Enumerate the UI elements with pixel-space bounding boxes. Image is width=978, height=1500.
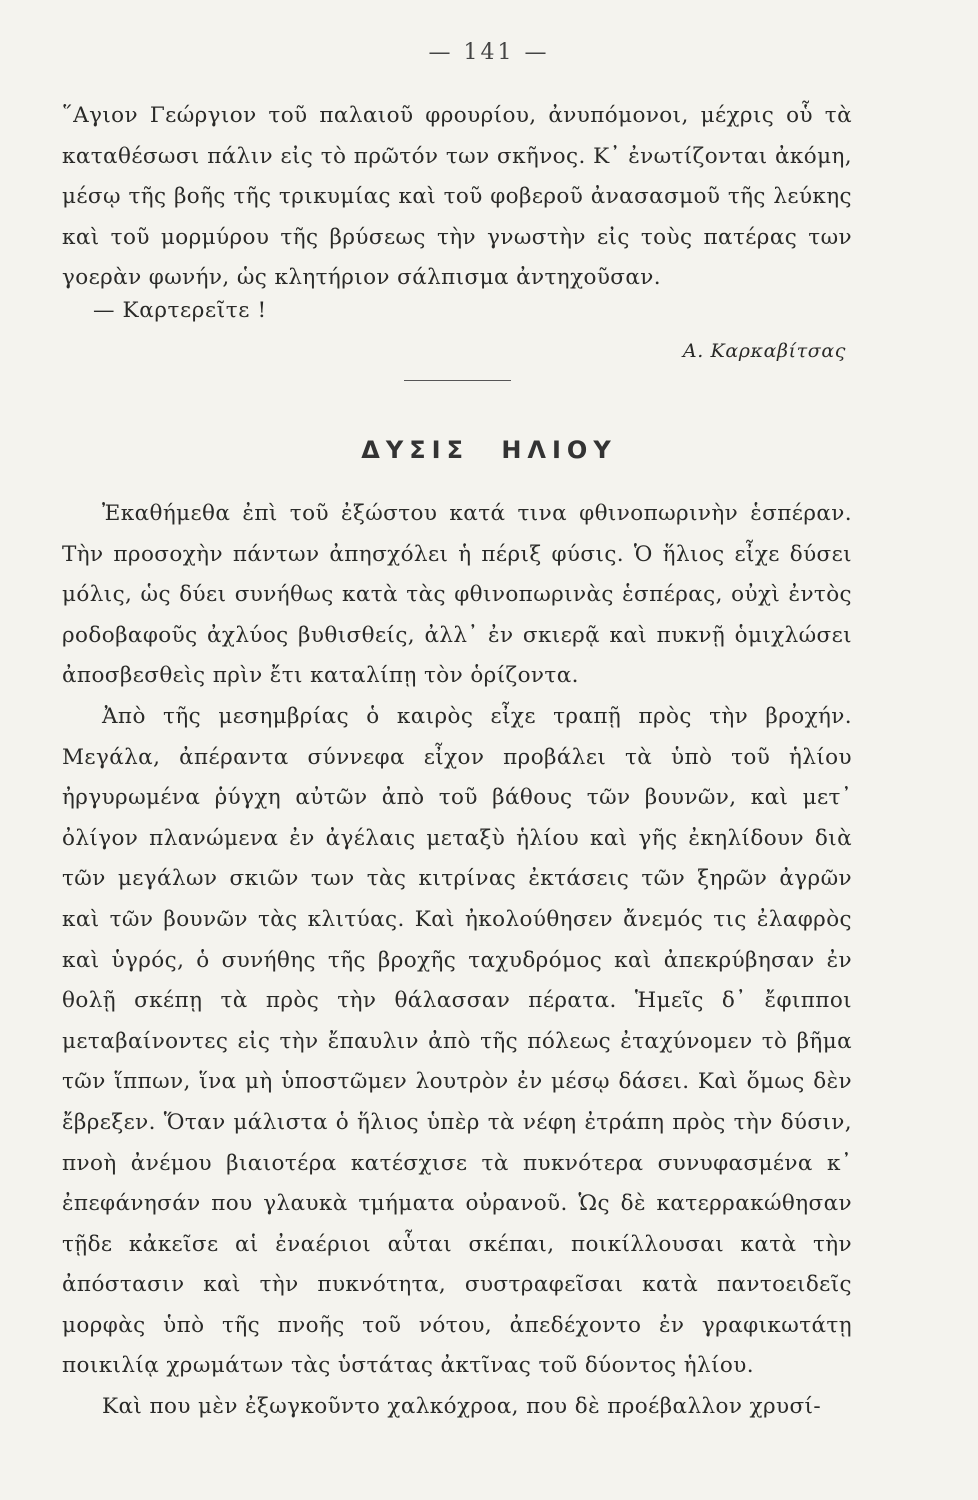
section-divider bbox=[404, 380, 511, 381]
closing-exclamation: — Καρτερεῖτε ! bbox=[93, 298, 267, 323]
body-paragraph: Καὶ που μὲν ἐξωγκοῦντο χαλκόχροα, που δὲ προέβαλλον χρυσί- bbox=[102, 1394, 822, 1420]
body-paragraph: Ἀπὸ τῆς μεσημβρίας ὁ καιρὸς εἶχε τραπῇ πρὸς τὴν βροχήν. Μεγάλα, ἀπέραντα σύννεφα εἶχον προβάλει τὰ ὑπὸ τοῦ ἡλίου ἠργυρωμένα ῥύγχη αὐτῶν ἀπὸ τοῦ βάθους τῶν βουνῶν, καὶ μετ᾽ ὀλίγον πλανώμενα ἐν ἀγέλαις μεταξὺ ἡλίου καὶ γῆς ἐκηλίδουν διὰ τῶν μεγάλων σκιῶν των τὰς κιτρίνας ἐκτάσεις τῶν ξηρῶν ἀγρῶν καὶ τῶν βουνῶν τὰς κλιτύας. Καὶ ἠκολούθησεν ἄνεμός τις ἐλαφρὸς καὶ ὑγρός, ὁ συνήθης τῆς βροχῆς ταχυδρόμος καὶ ἀπεκρύβησαν ἐν θολῇ σκέπῃ τὰ πρὸς τὴν θάλασσαν πέρατα. Ἡμεῖς δ᾽ ἔφιπποι μεταβαίνοντες εἰς τὴν ἔπαυλιν ἀπὸ τῆς πόλεως ἐταχύνομεν τὸ βῆμα τῶν ἵππων, ἵνα μὴ ὑποστῶμεν λουτρὸν ἐν μέσῳ δάσει. Καὶ ὅμως δὲν ἔβρεξεν. Ὅταν μάλιστα ὁ ἥλιος ὑπὲρ τὰ νέφη ἐτράπη πρὸς τὴν δύσιν, πνοὴ ἀνέμου βιαιοτέρα κατέσχισε τὰ πυκνότερα συνυφασμένα κ᾽ ἐπεφάνησάν που γλαυκὰ τμήματα οὐρανοῦ. Ὡς δὲ κατερρακώθησαν τῇδε κἀκεῖσε αἱ ἐναέριοι αὗται σκέπαι, ποικίλλουσαι κατὰ τὴν ἀπόστασιν καὶ τὴν πυκνότητα, συστραφεῖσαι κατὰ παντοειδεῖς μορφὰς ὑπὸ τῆς πνοῆς τοῦ νότου, ἀπεδέχοντο ἐν γραφικωτάτῃ ποικιλίᾳ χρωμάτων τὰς ὑστάτας ἀκτῖνας τοῦ δύοντος ἡλίου. bbox=[62, 703, 852, 1379]
section-body bbox=[62, 494, 852, 1428]
closing-paragraph: ῞Αγιον Γεώργιον τοῦ παλαιοῦ φρουρίου, ἀνυπόμονοι, μέχρις οὗ τὰ καταθέσωσι πάλιν εἰς τὸ πρῶτόν των σκῆνος. Κ᾽ ἐνωτίζονται ἀκόμη, μέσῳ τῆς βοῆς τῆς τρικυμίας καὶ τοῦ φοβεροῦ ἀνασασμοῦ τῆς λεύκης καὶ τοῦ μορμύρου τῆς βρύσεως τὴν γνωστὴν εἰς τοὺς πατέρας των γοερὰν φωνήν, ὡς κλητήριον σάλπισμα ἀντηχοῦσαν. bbox=[62, 103, 852, 291]
section-title: ΔΥΣΙΣ ΗΛΙΟΥ bbox=[361, 436, 617, 464]
author-signature: Α. Καρκαβίτσας bbox=[682, 340, 846, 362]
previous-story-ending bbox=[62, 96, 852, 299]
body-paragraph: Ἐκαθήμεθα ἐπὶ τοῦ ἐξώστου κατά τινα φθινοπωρινὴν ἑσπέραν. Τὴν προσοχὴν πάντων ἀπησχόλει ἡ πέριξ φύσις. Ὁ ἥλιος εἶχε δύσει μόλις, ὡς δύει συνήθως κατὰ τὰς φθινοπωρινὰς ἑσπέρας, οὐχὶ ἐντὸς ροδοβαφοῦς ἀχλύος βυθισθείς, ἀλλ᾽ ἐν σκιερᾷ καὶ πυκνῇ ὁμιχλώσει ἀποσβεσθεὶς πρὶν ἔτι καταλίπῃ τὸν ὁρίζοντα. bbox=[62, 501, 852, 689]
page-number: — 141 — bbox=[428, 40, 550, 65]
